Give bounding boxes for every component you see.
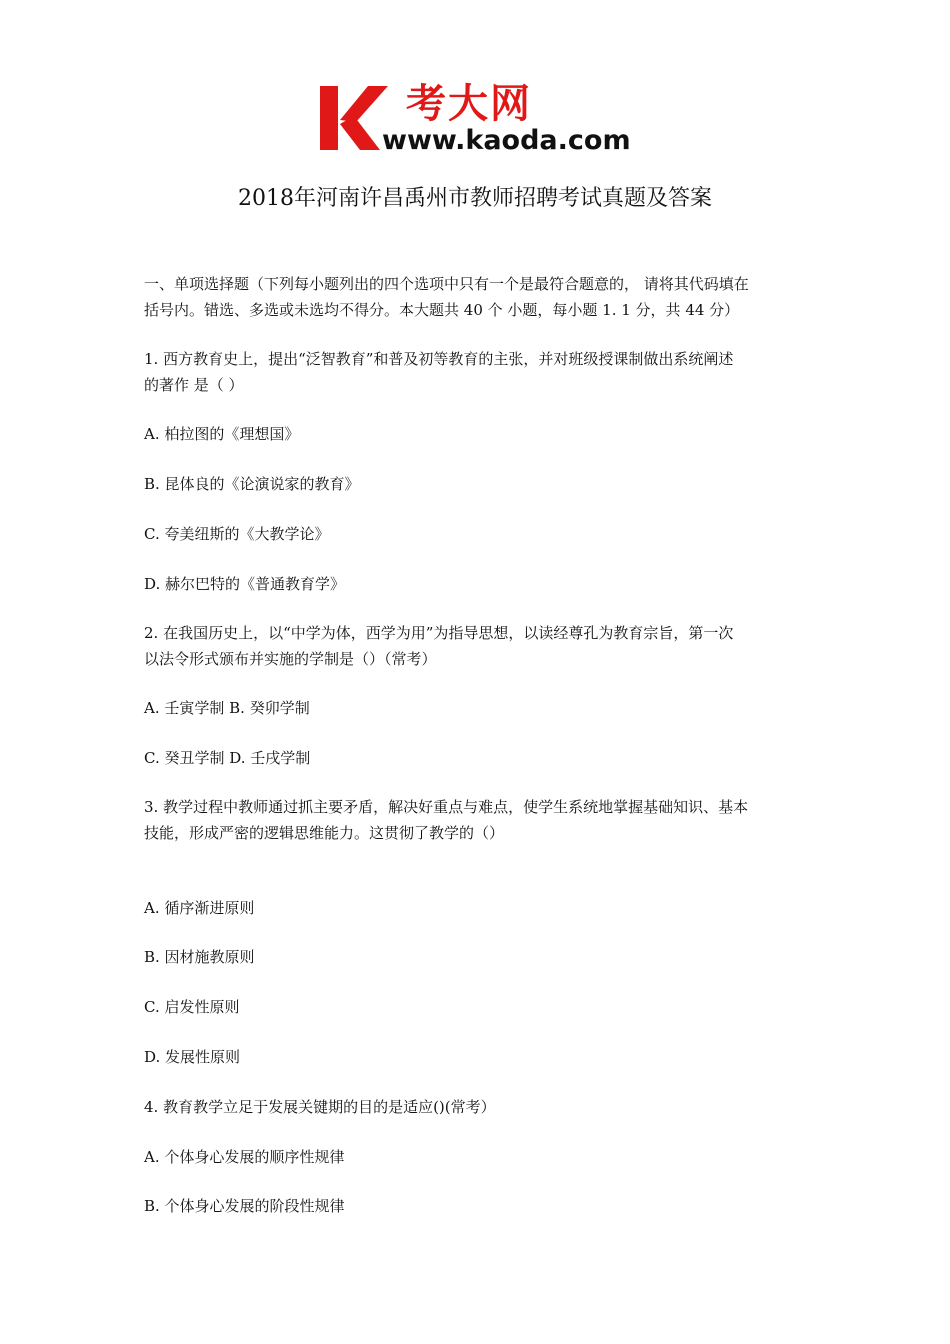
question-1-option-a: A. 柏拉图的《理想国》 xyxy=(144,425,300,443)
question-1-stem-line-1: 1. 西方教育史上，提出“泛智教育”和普及初等教育的主张，并对班级授课制做出系统阐述 xyxy=(144,350,734,368)
question-2-stem-line-2: 以法令形式颁布并实施的学制是（）（常考） xyxy=(144,650,437,668)
question-2-stem-line-1: 2. 在我国历史上，以“中学为体，西学为用”为指导思想，以读经尊孔为教育宗旨，第一次 xyxy=(144,624,734,642)
question-1-option-d: D. 赫尔巴特的《普通教育学》 xyxy=(144,575,346,593)
question-4-stem: 4. 教育教学立足于发展关键期的目的是适应()(常考） xyxy=(144,1098,496,1116)
question-3-option-c: C. 启发性原则 xyxy=(144,998,240,1016)
question-1-option-c: C. 夸美纽斯的《大教学论》 xyxy=(144,525,330,543)
question-2-options-ab: A. 壬寅学制 B. 癸卯学制 xyxy=(144,699,310,717)
question-4-option-a: A. 个体身心发展的顺序性规律 xyxy=(144,1148,345,1166)
question-4-option-b: B. 个体身心发展的阶段性规律 xyxy=(144,1197,345,1215)
section-instructions-line-1: 一、单项选择题（下列每小题列出的四个选项中只有一个是最符合题意的， 请将其代码填在 xyxy=(144,275,749,293)
question-3-option-d: D. 发展性原则 xyxy=(144,1048,241,1066)
question-2-options-cd: C. 癸丑学制 D. 壬戌学制 xyxy=(144,749,311,767)
logo-chinese-name: 考大网 xyxy=(406,81,532,127)
kaoda-logo xyxy=(318,82,638,158)
logo-url: www.kaoda.com xyxy=(382,125,631,156)
question-1-option-b: B. 昆体良的《论演说家的教育》 xyxy=(144,475,360,493)
section-instructions-line-2: 括号内。错选、多选或未选均不得分。本大题共 40 个 小题，每小题 1. 1 分，共 44 分） xyxy=(144,301,740,319)
k-letter-logo-icon xyxy=(318,84,388,152)
question-3-option-b: B. 因材施教原则 xyxy=(144,948,255,966)
page-title: 2018年河南许昌禹州市教师招聘考试真题及答案 xyxy=(238,186,712,211)
question-3-option-a: A. 循序渐进原则 xyxy=(144,899,255,917)
question-1-stem-line-2: 的著作 是（ ） xyxy=(144,376,244,394)
question-3-stem-line-1: 3. 教学过程中教师通过抓主要矛盾，解决好重点与难点，使学生系统地掌握基础知识、基本 xyxy=(144,798,749,816)
question-3-stem-line-2: 技能，形成严密的逻辑思维能力。这贯彻了教学的（） xyxy=(144,824,505,842)
